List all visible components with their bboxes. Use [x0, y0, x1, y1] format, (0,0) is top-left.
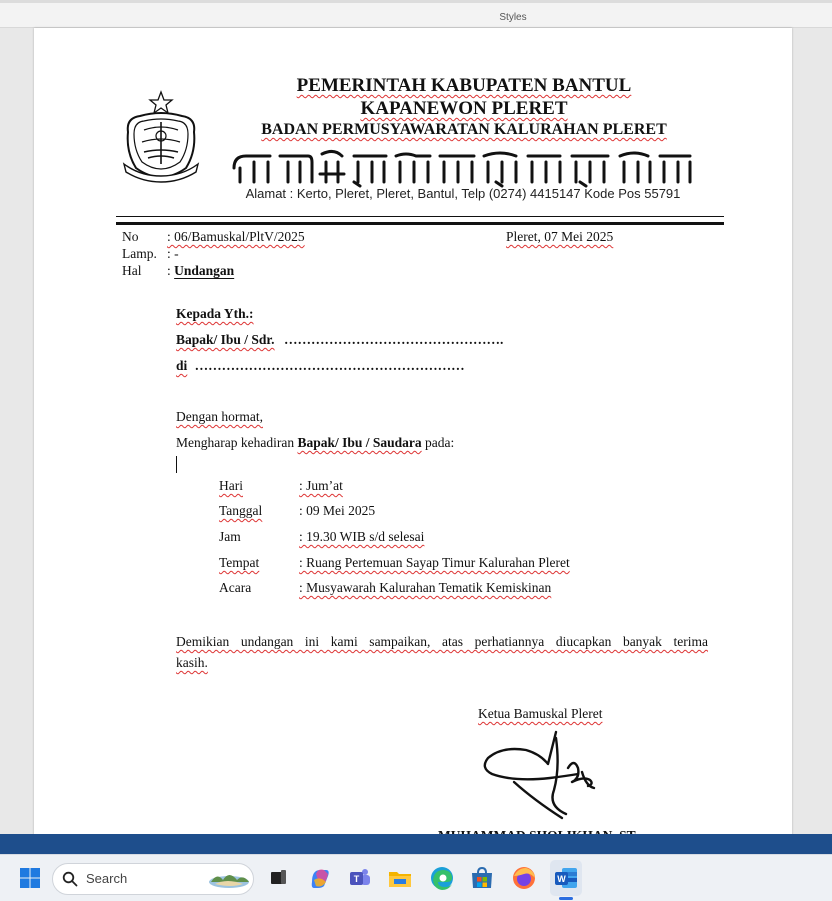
svg-text:W: W: [557, 874, 566, 884]
word-active-indicator: [559, 897, 573, 900]
hal-subject: Undangan: [174, 263, 235, 278]
microsoft-store-icon[interactable]: [468, 864, 496, 892]
closing-line-2-text: kasih.: [176, 655, 208, 670]
task-view-icon[interactable]: [264, 864, 292, 892]
letterhead-address: Alamat : Kerto, Pleret, Pleret, Bantul, Telp (0274) 4415147 Kode Pos 55791: [245, 186, 681, 201]
detail-label-tempat: Tempat: [219, 555, 260, 570]
place-date: [506, 228, 613, 245]
ribbon-strip: [0, 0, 832, 28]
window-accent-strip: [0, 834, 832, 854]
document-page[interactable]: [34, 28, 792, 858]
word-taskbar-button[interactable]: [550, 860, 582, 896]
javanese-script-line: [230, 148, 694, 188]
file-explorer-icon[interactable]: [386, 864, 414, 892]
firefox-icon[interactable]: [510, 864, 538, 892]
detail-value-jam: : 19.30 WIB s/d selesai: [299, 529, 425, 544]
hal-colon: :: [167, 263, 171, 278]
no-value-text: : 06/Bamuskal/PltV/2025: [167, 229, 305, 244]
windows-start-icon[interactable]: [16, 864, 44, 892]
windows-taskbar: [0, 854, 832, 901]
signatory-title: [478, 706, 602, 722]
bantul-emblem-logo: [120, 90, 202, 190]
recipient-di-dots: ……………………………………………………: [194, 358, 465, 373]
recipient-kepada-text: Kepada Yth.:: [176, 306, 254, 321]
letterhead-line-1: PEMERINTAH KABUPATEN BANTUL: [296, 75, 632, 96]
detail-label-hari: Hari: [219, 478, 243, 493]
detail-value-tanggal: : 09 Mei 2025: [299, 503, 376, 518]
letterhead-rule-thick: [116, 222, 724, 225]
detail-label-acara: Acara: [219, 580, 252, 595]
taskbar-search[interactable]: [52, 863, 254, 895]
lamp-value: : -: [167, 246, 179, 261]
no-value: [167, 228, 305, 245]
hal-value: [167, 262, 234, 279]
closing-line-1-text: Demikian undangan ini kami sampaikan, atas perhatiannya diucapkan banyak terima: [176, 634, 708, 649]
detail-label-jam: Jam: [219, 529, 241, 544]
closing-line-1: [176, 628, 708, 655]
lamp-label: Lamp.: [122, 246, 157, 261]
document-canvas[interactable]: [0, 28, 832, 834]
ribbon-edge: [0, 0, 832, 3]
detail-value-tempat: : Ruang Pertemuan Sayap Timur Kalurahan Pleret: [299, 555, 570, 570]
word-icon: [552, 864, 580, 892]
recipient-bapak-text: Bapak/ Ibu / Sdr.: [176, 332, 275, 347]
letterhead: [224, 74, 704, 140]
copilot-icon[interactable]: [306, 864, 334, 892]
text-cursor: [176, 456, 177, 473]
styles-group-label[interactable]: Styles: [499, 12, 527, 23]
intro-prefix: Mengharap kehadiran: [176, 435, 298, 450]
intro-bold: Bapak/ Ibu / Saudara: [297, 435, 422, 450]
detail-value-hari: : Jum’at: [299, 478, 343, 493]
recipient-di: [176, 357, 465, 374]
teams-icon[interactable]: [346, 864, 374, 892]
signatory-title-text: Ketua Bamuskal Pleret: [478, 706, 603, 721]
detail-value-acara: : Musyawarah Kalurahan Tematik Kemiskinan: [299, 580, 552, 595]
handwritten-signature: [474, 728, 624, 823]
letterhead-rule-thin: [116, 216, 724, 217]
recipient-kepada: [176, 305, 254, 322]
letterhead-line-3: BADAN PERMUSYAWARATAN KALURAHAN PLERET: [261, 121, 667, 138]
hal-label: Hal: [122, 263, 142, 278]
search-highlight-icon: [207, 868, 251, 890]
search-placeholder: Search: [86, 871, 128, 886]
greeting-text: Dengan hormat,: [176, 409, 263, 424]
greeting: [176, 408, 263, 425]
no-label: No: [122, 229, 139, 244]
svg-text:T: T: [353, 874, 360, 884]
place-date-text: Pleret, 07 Mei 2025: [506, 229, 614, 244]
intro-suffix: pada:: [421, 435, 455, 450]
recipient-bapak: [176, 331, 503, 348]
recipient-di-text: di: [176, 358, 188, 373]
invitation-intro: [176, 434, 454, 451]
closing-line-2: [176, 655, 208, 671]
search-icon: [62, 871, 78, 887]
letterhead-line-2: KAPANEWON PLERET: [360, 98, 568, 119]
recipient-bapak-dots: ………………………………………….: [283, 332, 504, 347]
edge-browser-icon[interactable]: [428, 864, 456, 892]
detail-label-tanggal: Tanggal: [219, 503, 263, 518]
